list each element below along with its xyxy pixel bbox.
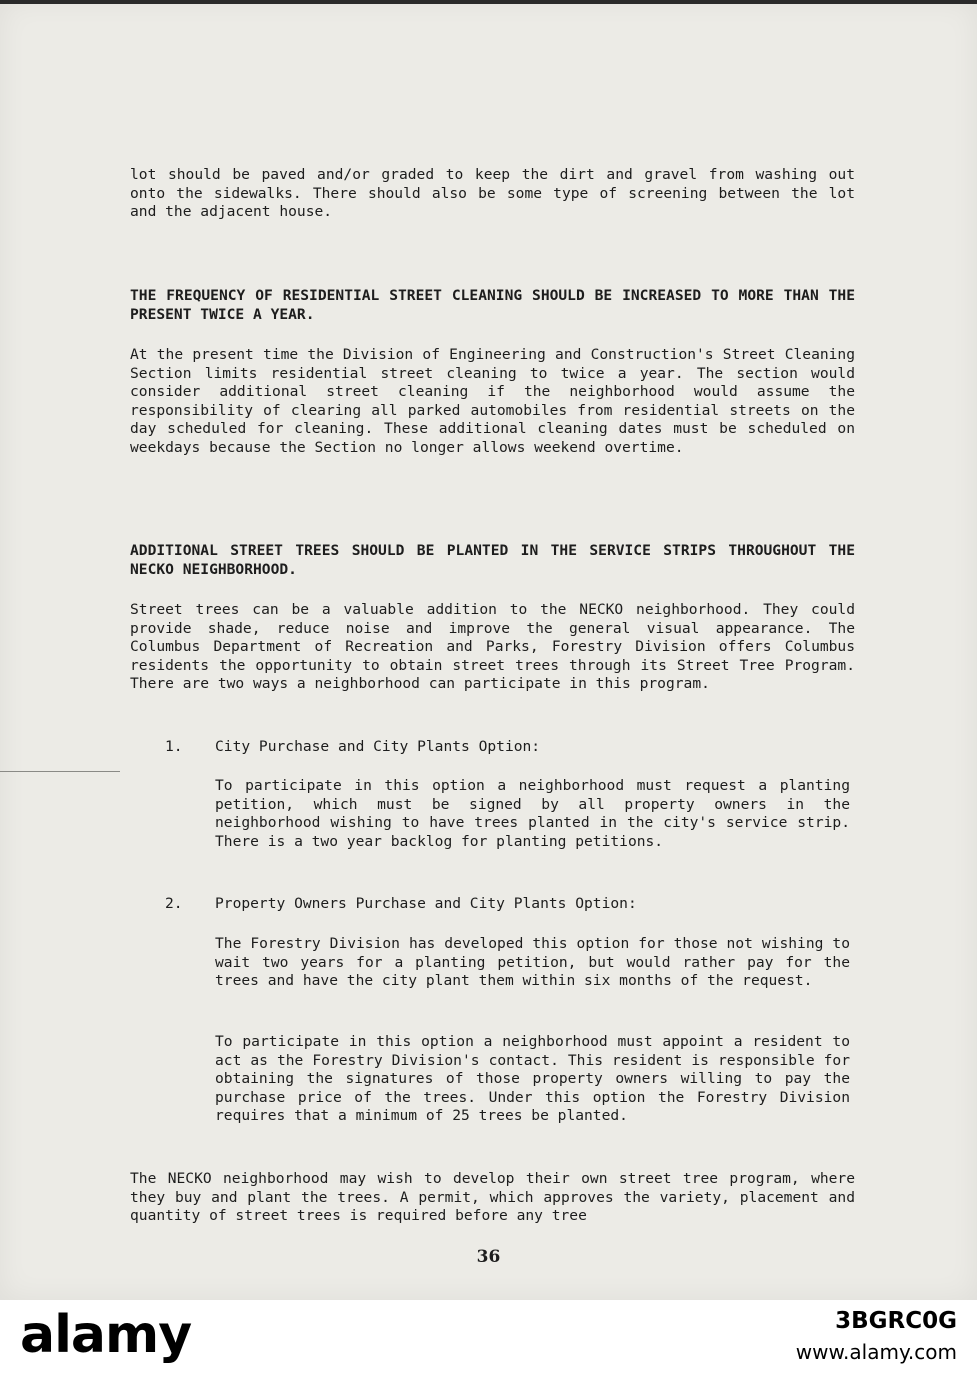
option-1-paragraph: To participate in this option a neighborhood must request a planting petition, which must be signed by all property owners in the neighborhood wishing to have trees planted in the city's service strip. There is a two year backlog for planting petitions. [215, 777, 850, 850]
option-1-title: City Purchase and City Plants Option: [215, 738, 541, 755]
paragraph-closing: The NECKO neighborhood may wish to develop their own street tree program, where they buy and plant the trees. A permit, which approves the variety, placement and quantity of street trees is required before any tree [130, 1170, 855, 1225]
paragraph-street-cleaning: At the present time the Division of Engineering and Construction's Street Cleaning Section limits residential street cleaning to twice a year. The section would consider additional street cleaning if the neighborhood would assume the responsibility of clearing all parked automobiles from residential streets on the day scheduled for cleaning. These additional cleaning dates must be scheduled on weekdays because the Section no longer allows weekend overtime. [130, 346, 855, 456]
option-2-number: 2. [165, 895, 183, 912]
watermark-site: www.alamy.com [795, 1340, 957, 1364]
option-2-paragraph-1: The Forestry Division has developed this option for those not wishing to wait two years for a planting petition, but would rather pay for the trees and have the city plant them within six months of the request. [215, 935, 850, 990]
option-2-paragraph-2: To participate in this option a neighborhood must appoint a resident to act as the Forestry Division's contact. This resident is responsible for obtaining the signatures of those property owners willing to pay the purchase price of the trees. Under this option the Forestry Division requires that a minimum of 25 trees be planted. [215, 1033, 850, 1125]
heading-street-trees: ADDITIONAL STREET TREES SHOULD BE PLANTED IN THE SERVICE STRIPS THROUGHOUT THE NECKO NEIGHBORHOOD. [130, 542, 855, 578]
watermark-id [796, 1308, 957, 1364]
option-1-number: 1. [165, 738, 183, 755]
watermark-image-id: 3BGRC0G [835, 1308, 957, 1334]
top-edge-line [0, 0, 977, 4]
page-number: 36 [476, 1247, 501, 1267]
paragraph-street-trees: Street trees can be a valuable addition to the NECKO neighborhood. They could provide shade, reduce noise and improve the general visual appearance. The Columbus Department of Recreation and Parks, Forestry Division offers Columbus residents the opportunity to obtain street trees through its Street Tree Program. There are two ways a neighborhood can participate in this program. [130, 601, 855, 693]
watermark-logo: alamy [20, 1305, 192, 1365]
paragraph-lot: lot should be paved and/or graded to keep the dirt and gravel from washing out onto the sidewalks. There should also be some type of screening between the lot and the adjacent house. [130, 166, 855, 221]
heading-street-cleaning: THE FREQUENCY OF RESIDENTIAL STREET CLEANING SHOULD BE INCREASED TO MORE THAN THE PRESENT TWICE A YEAR. [130, 287, 855, 323]
option-2-title: Property Owners Purchase and City Plants Option: [215, 895, 637, 912]
fold-mark [0, 771, 120, 772]
